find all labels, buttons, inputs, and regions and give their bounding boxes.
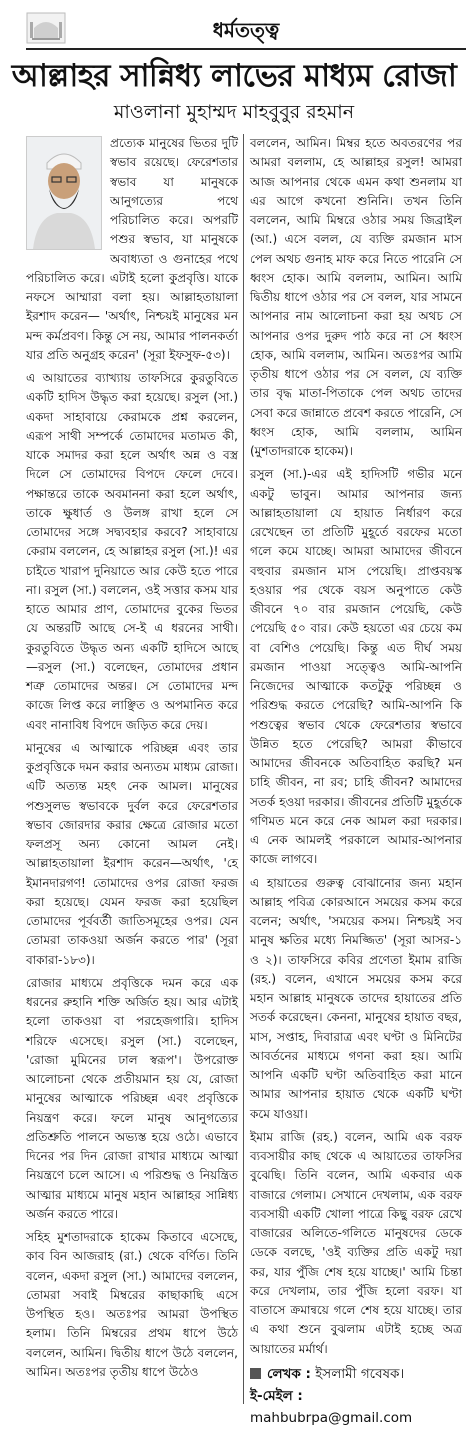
article-left-column xyxy=(26,134,238,1386)
email-label: ই-মেইল : xyxy=(250,1387,303,1404)
paragraph: মানুষের এ আত্মাকে পরিচ্ছন্ন এবং তার কুপ্রবৃত্তিকে দমন করার অন্যতম মাধ্যম রোজা। এটি অত্যন্ত মহৎ নেক আমল। মানুষের পশুসুলভ স্বভাবকে দুর্বল করে ফেরেশতার স্বভাব জোরদার করার ক্ষেত্রে রোজার মতো ফলপ্রসূ অন্য কোনো আমল নেই। আল্লাহতায়ালা ইরশাদ করেন—অর্থাৎ, 'হে ইমানদারগণ! তোমাদের ওপর রোজা ফরজ করা হয়েছে। যেমন ফরজ করা হয়েছিল তোমাদের পূর্ববর্তী জাতিসমূহের ওপর। যেন তোমরা তাকওয়া অর্জন করতে পার' (সূরা বাকারা-১৮৩)। xyxy=(26,740,238,967)
top-strip xyxy=(0,0,468,8)
square-bullet-icon xyxy=(250,1368,261,1379)
paragraph: ইমাম রাজি (রহ.) বলেন, আমি এক বরফ ব্যবসায়ীর কাছ থেকে এ আয়াতের তাফসির বুঝেছি। তিনি বলেন, আমি একবার এক বাজারে গেলাম। সেখানে দেখলাম, এক বরফ ব্যবসায়ী একটি খোলা পাত্রে কিছু বরফ রেখে বাজারের অলিতে-গলিতে মানুষদের ডেকে ডেকে বলছে, 'ওই ব্যক্তির প্রতি একটু দয়া কর, যার পুঁজি শেষ হয়ে যাচ্ছে।' আমি চিন্তা করে দেখলাম, তার পুঁজি হলো বরফ। যা বাতাসে ক্রমান্বয়ে গলে শেষ হয়ে যাচ্ছে। তার এ কথা শুনে বুঝলাম এটাই হচ্ছে অত্র আয়াতের মর্মার্থ। xyxy=(250,1129,462,1356)
article-title: আল্লাহর সান্নিধ্য লাভের মাধ্যম রোজা xyxy=(11,58,457,94)
paragraph: এ আয়াতের ব্যাখ্যায় তাফসিরে কুরতুবিতে একটি হাদিস উদ্ধৃত করা হয়েছে। রসুল (সা.) একদা সাহাবায়ে কেরামকে প্রশ্ন করলেন, এরূপ সাথী সম্পর্কে তোমাদের মতামত কী, যাকে সমাদর করা হলে অর্থাৎ অন্ন ও বস্ত্র দিলে সে তোমাদের বিপদে ফেলে দেবে। পক্ষান্তরে তাকে অবমাননা করা হলে অর্থাৎ, তাকে ক্ষুধার্ত ও উলঙ্গ রাখা হলে সে তোমাদের সঙ্গে সদ্ব্যবহার করবে? সাহাবায়ে কেরাম বললেন, হে আল্লাহর রসুল (সা.)! এর চাইতে খারাপ দুনিয়াতে আর কেউ হতে পারে না। রসুল (সা.) বললেন, ওই সত্তার কসম যার হাতে আমার প্রাণ, তোমাদের বুকের ভিতর যে অন্তরটি আছে সে-ই এ ধরনের সাথী। কুরতুবিতে উদ্ধৃত অন্য একটি হাদিসে আছে—রসুল (সা.) বলেছেন, তোমাদের প্রধান শত্রু তোমাদের অন্তর। সে তোমাদের মন্দ কাজে লিপ্ত করে লাঞ্ছিত ও অপমানিত করে এবং নানাবিধ বিপদে জড়িত করে দেয়। xyxy=(26,371,238,732)
paragraph: প্রত্যেক মানুষের ভিতর দুটি স্বভাব রয়েছে। ফেরেশতার স্বভাব যা মানুষকে আনুগত্যের পথে পরিচালিত করে। অপরটি পশুর স্বভাব, যা মানুষকে অবাধ্যতা ও গুনাহের পথে পরিচালিত করে। এটাই হলো কুপ্রবৃত্তি। যাকে নফসে আম্মারা বলা হয়। আল্লাহতায়ালা ইরশাদ করেন— 'অর্থাৎ, নিশ্চয়ই মানুষের মন মন্দ কর্মপ্রবণ। কিন্তু সে নয়, আমার পালনকর্তা যার প্রতি অনুগ্রহ করেন' (সূরা ইফসুফ-৫৩)। xyxy=(26,136,238,362)
email-address: mahbubrpa@gmail.com xyxy=(250,1409,413,1426)
paragraph: রোজার মাধ্যমে প্রবৃত্তিকে দমন করে এক ধরনের রুহানি শক্তি অর্জিত হয়। আর এটাই হলো তাকওয়া বা পরহেজগারি। হাদিস শরিফে এসেছে। রসুল (সা.) বলেছেন, 'রোজা মুমিনের ঢাল স্বরূপ'। উপরোক্ত আলোচনা থেকে প্রতীয়মান হয় যে, রোজা মানুষের আত্মাকে পরিচ্ছন্ন এবং প্রবৃত্তিকে নিয়ন্ত্রণ করে। ফলে মানুষ আনুগত্যের প্রতিশ্রুতি পালনে অভ্যস্ত হয়ে ওঠে। এভাবে দিনের পর দিন রোজা রাখার মাধ্যমে আত্মা নিয়ন্ত্রণে চলে আসে। এ পরিশুদ্ধ ও নিয়ন্ত্রিত আত্মার মাধ্যমে মানুষ মহান আল্লাহর সান্নিধ্য অর্জন করতে পারে। xyxy=(26,975,238,1221)
article-author: মাওলানা মুহাম্মদ মাহবুবুর রহমান xyxy=(113,101,355,123)
paragraph: সহিহ মুশতাদরাকে হাকেম কিতাবে এসেছে, কাব বিন আজরাহ (রা.) থেকে বর্ণিত। তিনি বলেন, একদা রসুল (সা.) আমাদের বললেন, তোমরা সবাই মিম্বরের কাছাকাছি এসে উপস্থিত হও। অতঃপর আমরা উপস্থিত হলাম। তিনি মিম্বরের প্রথম ধাপে উঠে বললেন, আমিন। দ্বিতীয় ধাপে উঠে বললেন, আমিন। অতঃপর তৃতীয় ধাপে উঠেও xyxy=(26,1230,238,1379)
column-divider xyxy=(243,134,244,1404)
article-footer xyxy=(250,1363,462,1429)
paragraph: এ হায়াতের গুরুত্ব বোঝানোর জন্য মহান আল্লাহ পবিত্র কোরআনে সময়ের কসম করে বলেন; অর্থাৎ, 'সময়ের কসম। নিশ্চয়ই সব মানুষ ক্ষতির মধ্যে নিমজ্জিত' (সূরা আসর-১ ও ২)। তাফসিরে কবির প্রণেতা ইমাম রাজি (রহ.) বলেন, এখানে সময়ের কসম করে মহান আল্লাহ মানুষকে তাদের হায়াতের প্রতি সতর্ক করেছেন। কেননা, মানুষের হায়াত বছর, মাস, সপ্তাহ, দিবারাত্র এবং ঘণ্টা ও মিনিটের আবর্তনের মাধ্যমে গণনা করা হয়। আমি আপনি একটি ঘণ্টা অতিবাহিত করা মানে আমার আপনার হায়াত থেকে একটি ঘণ্টা কমে যাওয়া। xyxy=(250,875,462,1121)
paragraph: রসুল (সা.)-এর এই হাদিসটি গভীর মনে একটু ভাবুন। আমার আপনার জন্য আল্লাহতায়ালা যে হায়াত নির্ধারণ করে রেখেছেন তা প্রতিটি মুহূর্তে বরফের মতো গলে কমে যাচ্ছে। আমরা আমাদের জীবনে বহুবার রমজান মাস পেয়েছি। প্রাপ্তবয়স্ক হওয়ার পর থেকে বয়স অনুপাতে কেউ জীবনে ৭০ বার রমজান পেয়েছি, কেউ পেয়েছি ৫০ বার। কেউ হয়তো এর চেয়ে কম বা বেশিও পেয়েছি। কিন্তু এত দীর্ঘ সময় রমজান পাওয়া সত্ত্বেও আমি-আপনি নিজেদের আত্মাকে কতটুকু পরিচ্ছন্ন ও পরিশুদ্ধ করতে পেরেছি? আমি-আপনি কি পশুত্বের স্বভাব থেকে ফেরেশতার স্বভাবে উন্নিত হতে পেরেছি? আমরা কীভাবে আমাদের জীবনকে অতিবাহিত করছি? মন চাহি জীবন, না রব; চাহি জীবন? আমাদের সতর্ক হওয়া দরকার। জীবনের প্রতিটি মুহূর্তকে গণিমত মনে করে নেক আমল করা দরকার। এ নেক আমলই পরকালে আমার-আপনার কাজে লাগবে। xyxy=(250,467,462,867)
author-photo xyxy=(26,136,102,250)
section-title: ধর্মতত্ত্ব xyxy=(212,18,280,42)
email-line xyxy=(250,1385,462,1429)
article-right-column xyxy=(250,134,462,1429)
section-header xyxy=(26,8,466,50)
writer-line xyxy=(250,1363,462,1385)
paragraph: বললেন, আমিন। মিম্বর হতে অবতরণের পর আমরা বললাম, হে আল্লাহর রসুল! আমরা আজ আপনার থেকে এমন কথা শুনলাম যা এর আগে কখনো শুনিনি। তখন তিনি বললেন, আমি মিম্বরে ওঠার সময় জিব্রাইল (আ.) এসে বলল, যে ব্যক্তি রমজান মাস পেল অথচ গুনাহ মাফ করে নিতে পারেনি সে ধ্বংস হোক। আমি বললাম, আমিন। আমি দ্বিতীয় ধাপে ওঠার পর সে বলল, যার সামনে আপনার নাম আলোচনা করা হয় অথচ সে আপনার ওপর দুরুদ পাঠ করে না সে ধ্বংস হোক, আমি বললাম, আমিন। অতঃপর আমি তৃতীয় ধাপে ওঠার পর সে বলল, যে ব্যক্তি তার বৃদ্ধ মাতা-পিতাকে পেল অথচ তাদের সেবা করে জান্নাতে প্রবেশ করতে পারেনি, সে ধ্বংস হোক, আমি বললাম, আমিন (মুশতাদরাকে হাকেম)। xyxy=(250,136,462,458)
writer-role: ইসলামী গবেষক। xyxy=(315,1365,405,1382)
writer-label: লেখক : xyxy=(267,1365,311,1382)
